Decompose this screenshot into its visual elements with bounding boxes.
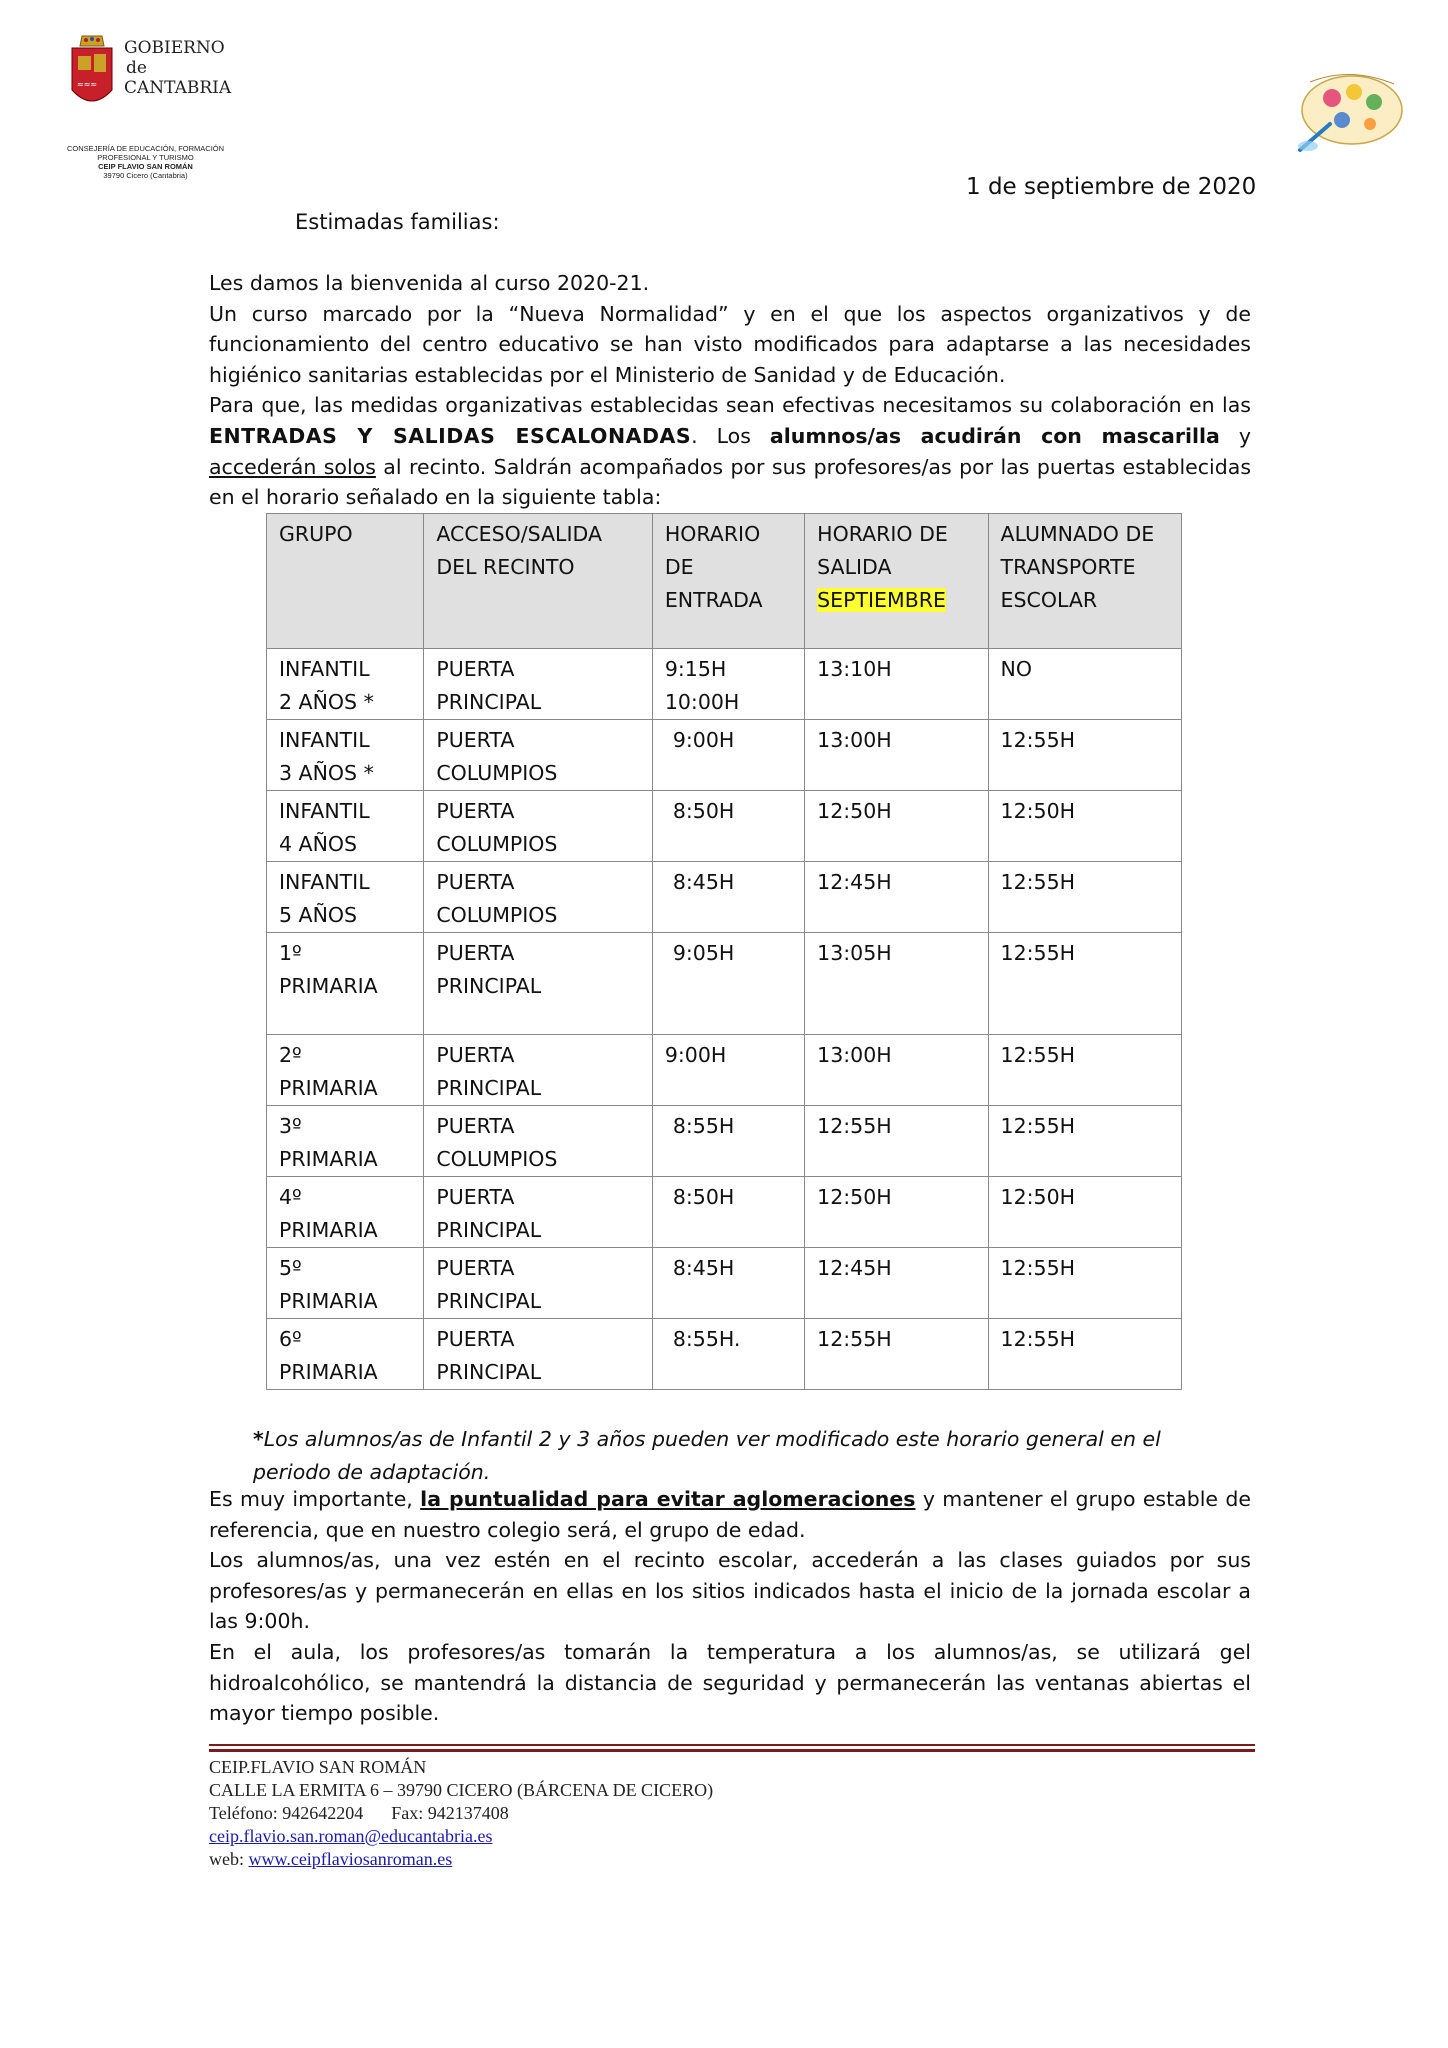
cell-transporte bbox=[988, 862, 1181, 933]
cell-entrada bbox=[652, 1248, 804, 1319]
cell-grupo-line: INFANTIL bbox=[279, 799, 370, 823]
table-row bbox=[267, 1106, 1182, 1177]
cell-entrada-line: 9:05H bbox=[672, 941, 735, 965]
gobierno-line: CANTABRIA bbox=[124, 78, 232, 98]
cell-acceso-line: PUERTA bbox=[436, 657, 515, 681]
cell-acceso bbox=[424, 933, 652, 1035]
cell-transporte bbox=[988, 1248, 1181, 1319]
cell-transporte-line: NO bbox=[1000, 657, 1033, 681]
cell-grupo bbox=[267, 1319, 424, 1390]
school-palette-logo-icon bbox=[1290, 62, 1410, 162]
greeting: Estimadas familias: bbox=[295, 210, 500, 234]
instructions-paragraph bbox=[209, 390, 1251, 512]
cell-acceso bbox=[424, 791, 652, 862]
cell-acceso bbox=[424, 1248, 652, 1319]
cell-salida bbox=[805, 649, 988, 720]
cell-salida-line: 12:55H bbox=[817, 1114, 892, 1138]
footnote-star: * bbox=[253, 1427, 264, 1451]
cell-salida bbox=[805, 1248, 988, 1319]
cell-grupo-line: 6º bbox=[279, 1327, 302, 1351]
cell-grupo-line: 4 AÑOS bbox=[279, 832, 358, 856]
text-span: y mantener el grupo estable de referencia, que en nuestro colegio será, el grupo de edad. bbox=[209, 1487, 1252, 1542]
cell-acceso-line: PUERTA bbox=[436, 1256, 515, 1280]
header-salida-label: HORARIO DE SALIDA bbox=[817, 522, 948, 579]
footer-fax: Fax: 942137408 bbox=[391, 1803, 509, 1823]
cell-entrada-line: 9:15H bbox=[664, 657, 727, 681]
table-row bbox=[267, 1319, 1182, 1390]
cell-acceso-line: COLUMPIOS bbox=[436, 761, 558, 785]
cell-entrada-line: 8:55H. bbox=[672, 1327, 741, 1351]
cell-transporte bbox=[988, 791, 1181, 862]
cell-acceso bbox=[424, 1319, 652, 1390]
cell-acceso bbox=[424, 862, 652, 933]
cell-grupo bbox=[267, 1106, 424, 1177]
closing-paragraph-1 bbox=[209, 1484, 1251, 1545]
table-row bbox=[267, 1035, 1182, 1106]
footer bbox=[209, 1756, 713, 1871]
cell-grupo bbox=[267, 791, 424, 862]
schedule-table bbox=[266, 513, 1182, 1390]
footer-phone: Teléfono: 942642204 bbox=[209, 1803, 364, 1823]
cell-grupo-line: PRIMARIA bbox=[279, 1076, 378, 1100]
cell-grupo bbox=[267, 862, 424, 933]
cell-entrada-line: 10:00H bbox=[664, 690, 740, 714]
cell-salida bbox=[805, 1177, 988, 1248]
cell-transporte-line: 12:55H bbox=[1000, 1114, 1076, 1138]
intro-section bbox=[209, 268, 1251, 513]
cantabria-crest-icon bbox=[68, 32, 116, 114]
table-row bbox=[267, 791, 1182, 862]
cell-salida-line: 12:55H bbox=[817, 1327, 892, 1351]
welcome-line: Les damos la bienvenida al curso 2020-21. bbox=[209, 271, 650, 295]
text-span: Es muy importante, bbox=[209, 1487, 421, 1511]
cell-acceso-line: PRINCIPAL bbox=[436, 690, 542, 714]
cell-grupo bbox=[267, 649, 424, 720]
header-acceso: ACCESO/SALIDA DEL RECINTO bbox=[424, 514, 652, 649]
cell-entrada bbox=[652, 720, 804, 791]
cell-acceso-line: PRINCIPAL bbox=[436, 1218, 542, 1242]
cell-acceso-line: PRINCIPAL bbox=[436, 1360, 542, 1384]
footer-email-link[interactable]: ceip.flavio.san.roman@educantabria.es bbox=[209, 1826, 493, 1846]
cell-acceso-line: COLUMPIOS bbox=[436, 1147, 558, 1171]
cell-entrada bbox=[652, 1035, 804, 1106]
closing-paragraph-3: En el aula, los profesores/as tomarán la temperatura a los alumnos/as, se utilizará gel hidroalcohólico, se mantendrá la distancia de seguridad y permanecerán las ventanas abiertas el mayor tiempo posible. bbox=[209, 1639, 1251, 1726]
table-row bbox=[267, 862, 1182, 933]
cell-salida-line: 12:50H bbox=[817, 799, 892, 823]
cell-entrada-line: 9:00H bbox=[664, 1043, 727, 1067]
underlined-text: accederán solos bbox=[209, 454, 376, 479]
footer-divider bbox=[209, 1744, 1255, 1752]
cell-entrada bbox=[652, 1319, 804, 1390]
cell-salida bbox=[805, 791, 988, 862]
cell-acceso-line: COLUMPIOS bbox=[436, 832, 558, 856]
cell-transporte-line: 12:55H bbox=[1000, 728, 1076, 752]
cell-grupo-line: PRIMARIA bbox=[279, 1360, 378, 1384]
cell-acceso-line: PUERTA bbox=[436, 1043, 515, 1067]
closing-section bbox=[209, 1484, 1251, 1729]
cell-salida-line: 13:00H bbox=[817, 728, 892, 752]
cell-acceso-line: PRINCIPAL bbox=[436, 1289, 542, 1313]
header-salida-highlight: SEPTIEMBRE bbox=[817, 588, 946, 612]
schedule-table-body bbox=[267, 649, 1182, 1390]
table-row bbox=[267, 1177, 1182, 1248]
text-span: y bbox=[1219, 423, 1251, 448]
footnote-text: Los alumnos/as de Infantil 2 y 3 años pueden ver modificado este horario general en el periodo de adaptación. bbox=[253, 1427, 1161, 1484]
cell-acceso-line: PUERTA bbox=[436, 1185, 515, 1209]
cell-acceso bbox=[424, 1177, 652, 1248]
cell-acceso bbox=[424, 1035, 652, 1106]
cell-entrada bbox=[652, 791, 804, 862]
cell-grupo-line: PRIMARIA bbox=[279, 1147, 378, 1171]
cell-transporte-line: 12:50H bbox=[1000, 799, 1076, 823]
emphasis-text: ENTRADAS Y SALIDAS ESCALONADAS bbox=[209, 423, 692, 448]
cell-acceso bbox=[424, 649, 652, 720]
cell-entrada bbox=[652, 933, 804, 1035]
cell-grupo-line: 2º bbox=[279, 1043, 302, 1067]
cell-entrada bbox=[652, 1106, 804, 1177]
cell-transporte-line: 12:50H bbox=[1000, 1185, 1076, 1209]
cell-transporte-line: 12:55H bbox=[1000, 941, 1076, 965]
cell-salida bbox=[805, 933, 988, 1035]
cell-salida-line: 12:45H bbox=[817, 870, 892, 894]
cell-transporte bbox=[988, 1035, 1181, 1106]
cell-salida bbox=[805, 1106, 988, 1177]
cell-acceso-line: PUERTA bbox=[436, 1327, 515, 1351]
cell-grupo-line: INFANTIL bbox=[279, 728, 370, 752]
cell-salida-line: 13:00H bbox=[817, 1043, 892, 1067]
cell-entrada bbox=[652, 649, 804, 720]
cell-grupo-line: INFANTIL bbox=[279, 657, 370, 681]
cell-entrada-line: 8:45H bbox=[672, 870, 735, 894]
consejeria-line: 39790 Cicero (Cantabria) bbox=[103, 171, 188, 180]
cell-grupo bbox=[267, 1177, 424, 1248]
cell-entrada bbox=[652, 1177, 804, 1248]
cell-acceso-line: PUERTA bbox=[436, 941, 515, 965]
cell-entrada-line: 8:50H bbox=[672, 1185, 735, 1209]
cell-grupo-line: PRIMARIA bbox=[279, 1289, 378, 1313]
emphasis-text: la puntualidad para evitar aglomeraciones bbox=[420, 1487, 916, 1511]
consejeria-text bbox=[58, 144, 233, 180]
cell-acceso-line: PUERTA bbox=[436, 728, 515, 752]
cell-transporte-line: 12:55H bbox=[1000, 1043, 1076, 1067]
cell-entrada bbox=[652, 862, 804, 933]
cell-grupo-line: 5º bbox=[279, 1256, 302, 1280]
text-span: Para que, las medidas organizativas establecidas sean efectivas necesitamos su colaboración en las bbox=[209, 393, 1251, 418]
table-header-row bbox=[267, 514, 1182, 649]
intro-paragraph: Un curso marcado por la “Nueva Normalidad” y en el que los aspectos organizativos y de funcionamiento del centro educativo se han visto modificados para adaptarse a las necesidades higiénico sanitarias establecidas por el Ministerio de Sanidad y de Educación. bbox=[209, 301, 1251, 387]
cell-acceso-line: PRINCIPAL bbox=[436, 1076, 542, 1100]
cell-grupo-line: INFANTIL bbox=[279, 870, 370, 894]
table-row bbox=[267, 720, 1182, 791]
emphasis-text: alumnos/as acudirán con mascarilla bbox=[769, 423, 1220, 448]
table-row bbox=[267, 649, 1182, 720]
cell-grupo-line: PRIMARIA bbox=[279, 1218, 378, 1242]
cell-transporte-line: 12:55H bbox=[1000, 1327, 1076, 1351]
text-span: al recinto. Saldrán acompañados por sus profesores/as por las puertas establecidas en el horario señalado en la siguiente tabla: bbox=[209, 454, 1251, 510]
cell-acceso-line: PUERTA bbox=[436, 870, 515, 894]
cell-entrada-line: 8:55H bbox=[672, 1114, 735, 1138]
table-row bbox=[267, 1248, 1182, 1319]
cell-grupo-line: 3º bbox=[279, 1114, 302, 1138]
cell-acceso bbox=[424, 720, 652, 791]
cell-grupo bbox=[267, 720, 424, 791]
cell-entrada-line: 8:50H bbox=[672, 799, 735, 823]
cell-transporte bbox=[988, 1177, 1181, 1248]
header-transporte: ALUMNADO DE TRANSPORTE ESCOLAR bbox=[988, 514, 1181, 649]
svg-text:≈≈≈: ≈≈≈ bbox=[77, 80, 98, 89]
closing-paragraph-2: Los alumnos/as, una vez estén en el recinto escolar, accederán a las clases guiados por sus profesores/as y permanecerán en ellas en los sitios indicados hasta el inicio de la jornada escolar a las 9:00h. bbox=[209, 1548, 1251, 1634]
table-row bbox=[267, 933, 1182, 1035]
cell-salida bbox=[805, 1319, 988, 1390]
cell-salida-line: 13:10H bbox=[817, 657, 892, 681]
cell-grupo-line: 3 AÑOS * bbox=[279, 761, 374, 785]
footer-web-label: web: bbox=[209, 1849, 249, 1869]
cell-grupo-line: 1º bbox=[279, 941, 302, 965]
cell-transporte bbox=[988, 1106, 1181, 1177]
cell-grupo bbox=[267, 1035, 424, 1106]
header-salida bbox=[805, 514, 988, 649]
cell-acceso-line: PUERTA bbox=[436, 799, 515, 823]
cell-acceso-line: PRINCIPAL bbox=[436, 974, 542, 998]
letter-date: 1 de septiembre de 2020 bbox=[966, 174, 1257, 200]
cell-transporte bbox=[988, 649, 1181, 720]
cell-salida bbox=[805, 1035, 988, 1106]
cell-transporte bbox=[988, 1319, 1181, 1390]
cell-salida bbox=[805, 720, 988, 791]
footer-contact bbox=[209, 1802, 713, 1825]
cell-transporte-line: 12:55H bbox=[1000, 1256, 1076, 1280]
cell-grupo-line: PRIMARIA bbox=[279, 974, 378, 998]
footer-web-link[interactable]: www.ceipflaviosanroman.es bbox=[248, 1849, 453, 1869]
cell-acceso-line: PUERTA bbox=[436, 1114, 515, 1138]
cell-grupo-line: 2 AÑOS * bbox=[279, 690, 374, 714]
cell-entrada-line: 8:45H bbox=[672, 1256, 735, 1280]
cell-entrada-line: 9:00H bbox=[672, 728, 735, 752]
cell-grupo bbox=[267, 933, 424, 1035]
consejeria-line: CONSEJERÍA DE EDUCACIÓN, FORMACIÓN bbox=[66, 144, 225, 153]
cell-salida bbox=[805, 862, 988, 933]
cell-transporte bbox=[988, 720, 1181, 791]
cell-salida-line: 12:50H bbox=[817, 1185, 892, 1209]
cell-transporte-line: 12:55H bbox=[1000, 870, 1076, 894]
cell-transporte bbox=[988, 933, 1181, 1035]
footer-address: CALLE LA ERMITA 6 – 39790 CICERO (BÁRCENA DE CICERO) bbox=[209, 1780, 714, 1800]
header-grupo: GRUPO bbox=[267, 514, 424, 649]
cell-acceso-line: COLUMPIOS bbox=[436, 903, 558, 927]
header-entrada: HORARIO DE ENTRADA bbox=[652, 514, 804, 649]
footer-school-name: CEIP.FLAVIO SAN ROMÁN bbox=[209, 1757, 427, 1777]
cell-grupo-line: 4º bbox=[279, 1185, 302, 1209]
cell-salida-line: 13:05H bbox=[817, 941, 892, 965]
gobierno-text bbox=[124, 38, 231, 98]
consejeria-line: PROFESIONAL Y TURISMO bbox=[97, 153, 194, 162]
cell-grupo-line: 5 AÑOS bbox=[279, 903, 358, 927]
cell-acceso bbox=[424, 1106, 652, 1177]
gobierno-line: de bbox=[126, 58, 147, 78]
text-span: . Los bbox=[691, 423, 770, 448]
cell-grupo bbox=[267, 1248, 424, 1319]
gobierno-line: GOBIERNO bbox=[124, 38, 225, 58]
consejeria-line: CEIP FLAVIO SAN ROMÁN bbox=[98, 162, 193, 171]
cell-salida-line: 12:45H bbox=[817, 1256, 892, 1280]
footnote bbox=[253, 1423, 1243, 1489]
